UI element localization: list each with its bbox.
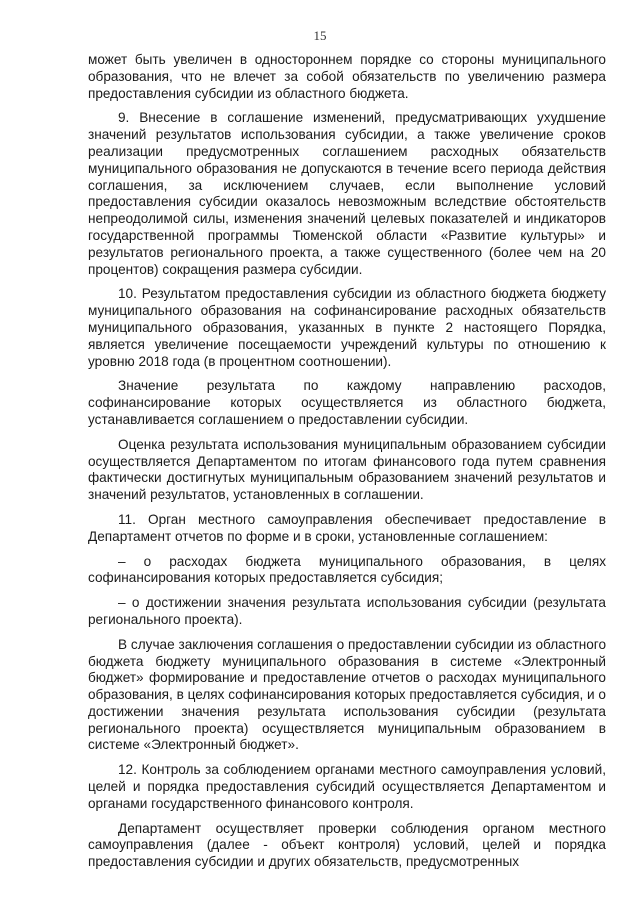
paragraph-clause-11: 11. Орган местного самоуправления обеспечивает предоставление в Департамент отчетов по форме и в сроки, установленные соглашением: bbox=[88, 511, 606, 544]
page-number: 15 bbox=[313, 28, 327, 43]
list-item-expenses-report: – о расходах бюджета муниципального образования, в целях софинансирования которых предоставляется субсидия; bbox=[88, 553, 606, 586]
list-item-result-report: – о достижении значения результата использования субсидии (результата регионального проекта). bbox=[88, 595, 606, 627]
paragraph-clause-9: 9. Внесение в соглашение изменений, предусматривающих ухудшение значений результатов использования субсидии, а также увеличение сроков реализации предусмотренных соглашением расходных обязательств муниципального образования не допускаются в течение всего периода действия соглашения, за исключением случаев, если выполнение условий предоставления субсидии оказалось невозможным вследствие обстоятельств непреодолимой силы, изменения значений целевых показателей и индикаторов государственной программы Тюменской области «Развитие культуры» и результатов регионального проекта, а также существенного (более чем на 20 процентов) сокращения размера субсидии. bbox=[88, 110, 606, 277]
paragraph-electronic-budget: В случае заключения соглашения о предоставлении субсидии из областного бюджета бюджету муниципального образования в системе «Электронный бюджет» формирование и предоставление отчетов о расходах муниципального образования, в целях софинансирования которых предоставляется субсидия, и о достижении значения результата использования субсидии (результата регионального проекта) осуществляется муниципальным образованием в системе «Электронный бюджет». bbox=[88, 636, 606, 753]
paragraph-clause-10: 10. Результатом предоставления субсидии из областного бюджета бюджету муниципального образования на софинансирование расходных обязательств муниципального образования, указанных в пункте 2 настоящего Порядка, является увеличение посещаемости учреждений культуры по отношению к уровню 2018 года (в процентном соотношении). bbox=[88, 286, 606, 369]
paragraph-department-audits: Департамент осуществляет проверки соблюдения органом местного самоуправления (далее - объект контроля) условий, целей и порядка предоставления субсидии и других обязательств, предусмотренных bbox=[88, 820, 606, 870]
paragraph-clause-12: 12. Контроль за соблюдением органами местного самоуправления условий, целей и порядка предоставления субсидий осуществляется Департаментом и органами государственного финансового контроля. bbox=[88, 762, 606, 811]
paragraph-result-value: Значение результата по каждому направлению расходов, софинансирование которых осуществляется из областного бюджета, устанавливается соглашением о предоставлении субсидии. bbox=[88, 378, 606, 427]
document-body bbox=[88, 52, 606, 879]
paragraph-continuation: может быть увеличен в одностороннем порядке со стороны муниципального образования, что не влечет за собой обязательств по увеличению размера предоставления субсидии из областного бюджета. bbox=[88, 52, 606, 101]
paragraph-result-evaluation: Оценка результата использования муниципальным образованием субсидии осуществляется Департаментом по итогам финансового года путем сравнения фактически достигнутых муниципальным образованием значений результатов и значений результатов, установленных в соглашении. bbox=[88, 436, 606, 503]
